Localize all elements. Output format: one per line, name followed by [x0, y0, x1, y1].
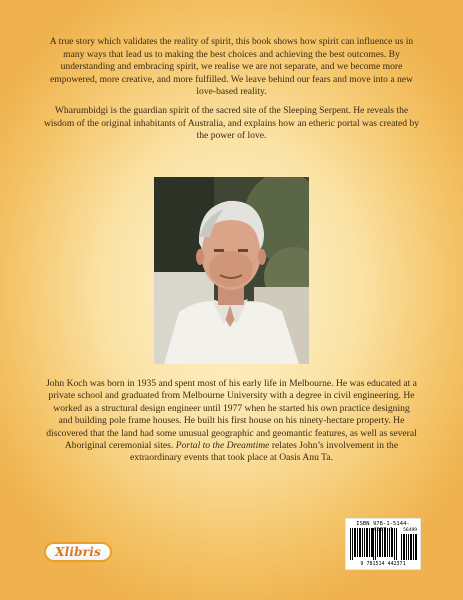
barcode-bars — [350, 528, 398, 560]
isbn-label: ISBN 978-1-5144-4 37-1 — [356, 521, 410, 533]
author-photo — [154, 177, 309, 364]
blurb-paragraph-1: A true story which validates the reality of spirit, this book shows how spirit can influence us in many ways that lead us to making the best choices and achieving the best outcomes. By understanding and embracing spirit, we realise we are not separate, and we become more empowered, more creative, and more fulfilled. We leave behind our fears and move into a new love-based reality. — [49, 36, 414, 98]
barcode-number: 9 781514 442371 — [360, 561, 406, 567]
price-code: 56499 — [403, 528, 417, 533]
blurb — [40, 36, 423, 149]
publisher-logo-text: Xlibris — [55, 545, 101, 559]
price-barcode-bars — [401, 534, 417, 560]
bio-text-start: John Koch was born in 1935 and spent most of his early life in Melbourne. He was educated at a private school and graduated from Melbourne University with a degree in civil engineering. He worked as a structural design engineer until 1977 when he started his own practice designing and building pole frame houses. He built his first house on his ninety-hectare property. He discovered that the land had some unusual geographic and geomantic features, as well as several Aboriginal ceremonial sites. — [46, 378, 417, 452]
bio-book-title: Portal to the Dreamtime — [175, 440, 270, 452]
author-bio — [46, 378, 417, 465]
bio-text-end: relates John’s involvement in the extraordinary events that took place at Oasis Anu Ta. — [130, 440, 399, 464]
xlibris-logo — [44, 542, 112, 562]
isbn-barcode — [345, 518, 421, 570]
blurb-paragraph-2: Wharumbidgi is the guardian spirit of the sacred site of the Sleeping Serpent. He reveals the wisdom of the original inhabitants of Australia, and explains how an etheric portal was created by the power of love. — [43, 104, 420, 142]
